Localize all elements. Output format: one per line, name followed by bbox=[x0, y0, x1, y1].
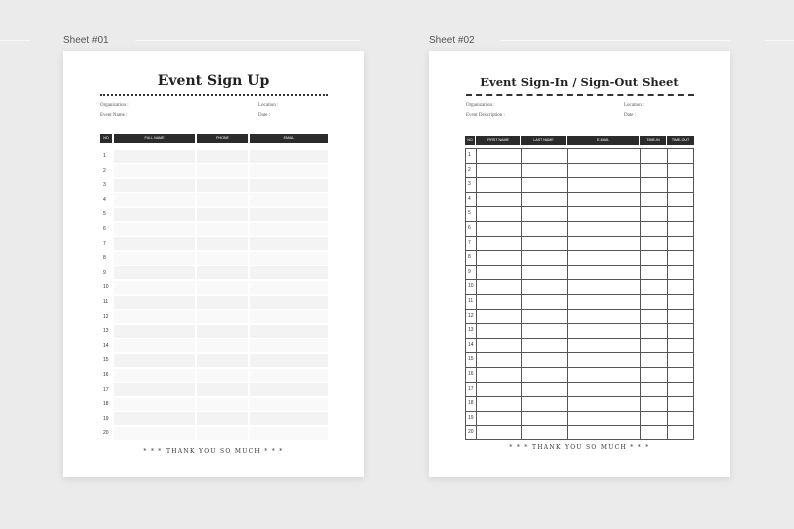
row-divider bbox=[465, 382, 694, 383]
table-cell[interactable] bbox=[250, 412, 328, 425]
row-divider bbox=[465, 323, 694, 324]
table-cell[interactable] bbox=[250, 354, 328, 367]
row-number: 6 bbox=[103, 226, 106, 232]
table-cell[interactable] bbox=[197, 354, 248, 367]
table-cell[interactable] bbox=[197, 369, 248, 382]
column-header-phone: PHONE bbox=[197, 134, 248, 143]
row-number: 11 bbox=[468, 298, 474, 304]
event-name-field: Event Name : bbox=[100, 113, 128, 118]
divider-line bbox=[765, 40, 794, 41]
table-cell[interactable] bbox=[250, 150, 328, 163]
table-cell[interactable] bbox=[197, 310, 248, 323]
row-divider bbox=[465, 309, 694, 310]
table-cell[interactable] bbox=[250, 369, 328, 382]
row-number: 10 bbox=[103, 284, 109, 291]
table-cell[interactable] bbox=[114, 325, 195, 338]
row-divider bbox=[465, 352, 694, 353]
sheet-title: Event Sign Up bbox=[157, 73, 270, 89]
date-field: Date : bbox=[624, 113, 637, 118]
organization-field: Organization : bbox=[466, 103, 495, 108]
table-cell[interactable] bbox=[250, 237, 328, 250]
location-field: Location : bbox=[258, 103, 279, 108]
row-number: 12 bbox=[103, 313, 109, 320]
table-cell[interactable] bbox=[197, 325, 248, 338]
row-number: 19 bbox=[468, 414, 474, 421]
row-divider bbox=[465, 396, 694, 397]
row-divider bbox=[465, 163, 694, 164]
table-cell[interactable] bbox=[114, 252, 195, 265]
organization-field: Organization : bbox=[100, 103, 129, 108]
row-divider bbox=[465, 411, 694, 412]
location-field: Location : bbox=[624, 103, 645, 108]
row-number: 18 bbox=[468, 400, 474, 407]
table-cell[interactable] bbox=[114, 296, 195, 309]
divider-line bbox=[0, 40, 30, 41]
table-cell[interactable] bbox=[197, 296, 248, 309]
table-cell[interactable] bbox=[114, 150, 195, 163]
table-cell[interactable] bbox=[250, 193, 328, 206]
row-number: 15 bbox=[103, 357, 109, 364]
row-number: 16 bbox=[468, 371, 474, 377]
table-cell[interactable] bbox=[250, 179, 328, 192]
row-divider bbox=[465, 338, 694, 339]
row-divider bbox=[465, 250, 694, 251]
column-header-first-name: FIRST NAME bbox=[476, 136, 520, 145]
table-cell[interactable] bbox=[114, 164, 195, 177]
table-cell[interactable] bbox=[250, 266, 328, 279]
column-header-no: NO bbox=[100, 134, 112, 143]
table-cell[interactable] bbox=[197, 412, 248, 425]
table-cell[interactable] bbox=[114, 383, 195, 396]
event-description-field: Event Description : bbox=[466, 113, 505, 118]
table-cell[interactable] bbox=[197, 164, 248, 177]
table-cell[interactable] bbox=[114, 354, 195, 367]
row-number: 8 bbox=[468, 254, 471, 261]
table-cell[interactable] bbox=[114, 369, 195, 382]
table-cell[interactable] bbox=[197, 193, 248, 206]
table-cell[interactable] bbox=[197, 237, 248, 250]
table-cell[interactable] bbox=[250, 383, 328, 396]
table-cell[interactable] bbox=[114, 281, 195, 294]
table-cell[interactable] bbox=[197, 208, 248, 221]
row-number: 4 bbox=[103, 196, 106, 203]
row-divider bbox=[465, 192, 694, 193]
row-divider bbox=[465, 177, 694, 178]
table-cell[interactable] bbox=[114, 193, 195, 206]
column-header-no: NO bbox=[465, 136, 475, 145]
row-number: 1 bbox=[103, 153, 106, 159]
row-number: 7 bbox=[103, 240, 106, 247]
thank-you-footer: * * * THANK YOU SO MUCH * * * bbox=[509, 444, 650, 451]
table-cell[interactable] bbox=[114, 427, 195, 440]
row-number: 8 bbox=[103, 255, 106, 262]
table-cell[interactable] bbox=[114, 412, 195, 425]
table-cell[interactable] bbox=[250, 398, 328, 411]
row-number: 2 bbox=[103, 167, 106, 174]
table-cell[interactable] bbox=[250, 208, 328, 221]
row-number: 20 bbox=[468, 429, 474, 436]
row-number: 13 bbox=[103, 328, 109, 335]
row-number: 14 bbox=[468, 341, 474, 348]
table-cell[interactable] bbox=[197, 281, 248, 294]
row-divider bbox=[465, 221, 694, 222]
row-number: 15 bbox=[468, 356, 474, 363]
row-number: 19 bbox=[103, 415, 109, 422]
column-header-time-in: TIME-IN bbox=[640, 136, 666, 145]
sheet-title: Event Sign-In / Sign-Out Sheet bbox=[480, 75, 679, 89]
table-cell[interactable] bbox=[250, 252, 328, 265]
table-cell[interactable] bbox=[250, 310, 328, 323]
date-field: Date : bbox=[258, 113, 271, 118]
row-number: 7 bbox=[468, 239, 471, 246]
row-number: 5 bbox=[468, 210, 471, 217]
row-divider bbox=[465, 425, 694, 426]
table-cell[interactable] bbox=[114, 208, 195, 221]
row-divider bbox=[465, 236, 694, 237]
row-number: 17 bbox=[468, 385, 474, 392]
thank-you-footer: * * * THANK YOU SO MUCH * * * bbox=[143, 448, 284, 455]
table-cell[interactable] bbox=[114, 237, 195, 250]
table-cell[interactable] bbox=[197, 223, 248, 236]
table-cell[interactable] bbox=[114, 339, 195, 352]
row-number: 10 bbox=[468, 283, 474, 290]
row-number: 5 bbox=[103, 211, 106, 218]
sheet-label: Sheet #01 bbox=[63, 35, 109, 46]
column-header-email: E-MAIL bbox=[567, 136, 639, 145]
table-cell[interactable] bbox=[250, 281, 328, 294]
table-cell[interactable] bbox=[197, 383, 248, 396]
column-header-full-name: FULL NAME bbox=[114, 134, 195, 143]
table-cell[interactable] bbox=[114, 310, 195, 323]
row-divider bbox=[465, 294, 694, 295]
row-divider bbox=[465, 367, 694, 368]
table-cell[interactable] bbox=[250, 339, 328, 352]
row-number: 14 bbox=[103, 342, 109, 349]
sheet-label: Sheet #02 bbox=[429, 35, 475, 46]
row-number: 12 bbox=[468, 312, 474, 319]
row-number: 17 bbox=[103, 386, 109, 393]
column-header-last-name: LAST NAME bbox=[521, 136, 566, 145]
row-divider bbox=[465, 206, 694, 207]
row-number: 1 bbox=[468, 152, 471, 158]
row-divider bbox=[465, 279, 694, 280]
row-number: 16 bbox=[103, 372, 109, 378]
row-number: 2 bbox=[468, 166, 471, 173]
table-cell[interactable] bbox=[197, 266, 248, 279]
sheet-1-paper bbox=[63, 51, 364, 477]
table-cell[interactable] bbox=[250, 296, 328, 309]
divider-line bbox=[500, 40, 730, 41]
table-cell[interactable] bbox=[250, 325, 328, 338]
sheet-2-paper bbox=[429, 51, 730, 477]
table-cell[interactable] bbox=[250, 427, 328, 440]
table-cell[interactable] bbox=[197, 179, 248, 192]
row-number: 9 bbox=[468, 268, 471, 275]
table-cell[interactable] bbox=[250, 223, 328, 236]
row-number: 6 bbox=[468, 225, 471, 231]
table-cell[interactable] bbox=[250, 164, 328, 177]
table-cell[interactable] bbox=[197, 398, 248, 411]
title-dashed-divider bbox=[466, 94, 694, 96]
row-number: 11 bbox=[103, 299, 109, 305]
table-cell[interactable] bbox=[197, 339, 248, 352]
table-cell[interactable] bbox=[114, 398, 195, 411]
row-number: 3 bbox=[103, 182, 106, 189]
title-dotted-divider bbox=[100, 94, 328, 96]
table-cell[interactable] bbox=[197, 252, 248, 265]
row-number: 18 bbox=[103, 401, 109, 408]
table-cell[interactable] bbox=[114, 266, 195, 279]
table-cell[interactable] bbox=[197, 427, 248, 440]
table-cell[interactable] bbox=[114, 223, 195, 236]
row-number: 3 bbox=[468, 181, 471, 188]
row-number: 9 bbox=[103, 269, 106, 276]
divider-line bbox=[135, 40, 360, 41]
column-header-email: EMAIL bbox=[250, 134, 328, 143]
row-number: 20 bbox=[103, 430, 109, 437]
row-number: 4 bbox=[468, 195, 471, 202]
column-header-time-out: TIME-OUT bbox=[667, 136, 694, 145]
table-cell[interactable] bbox=[197, 150, 248, 163]
row-divider bbox=[465, 265, 694, 266]
row-number: 13 bbox=[468, 327, 474, 334]
table-cell[interactable] bbox=[114, 179, 195, 192]
